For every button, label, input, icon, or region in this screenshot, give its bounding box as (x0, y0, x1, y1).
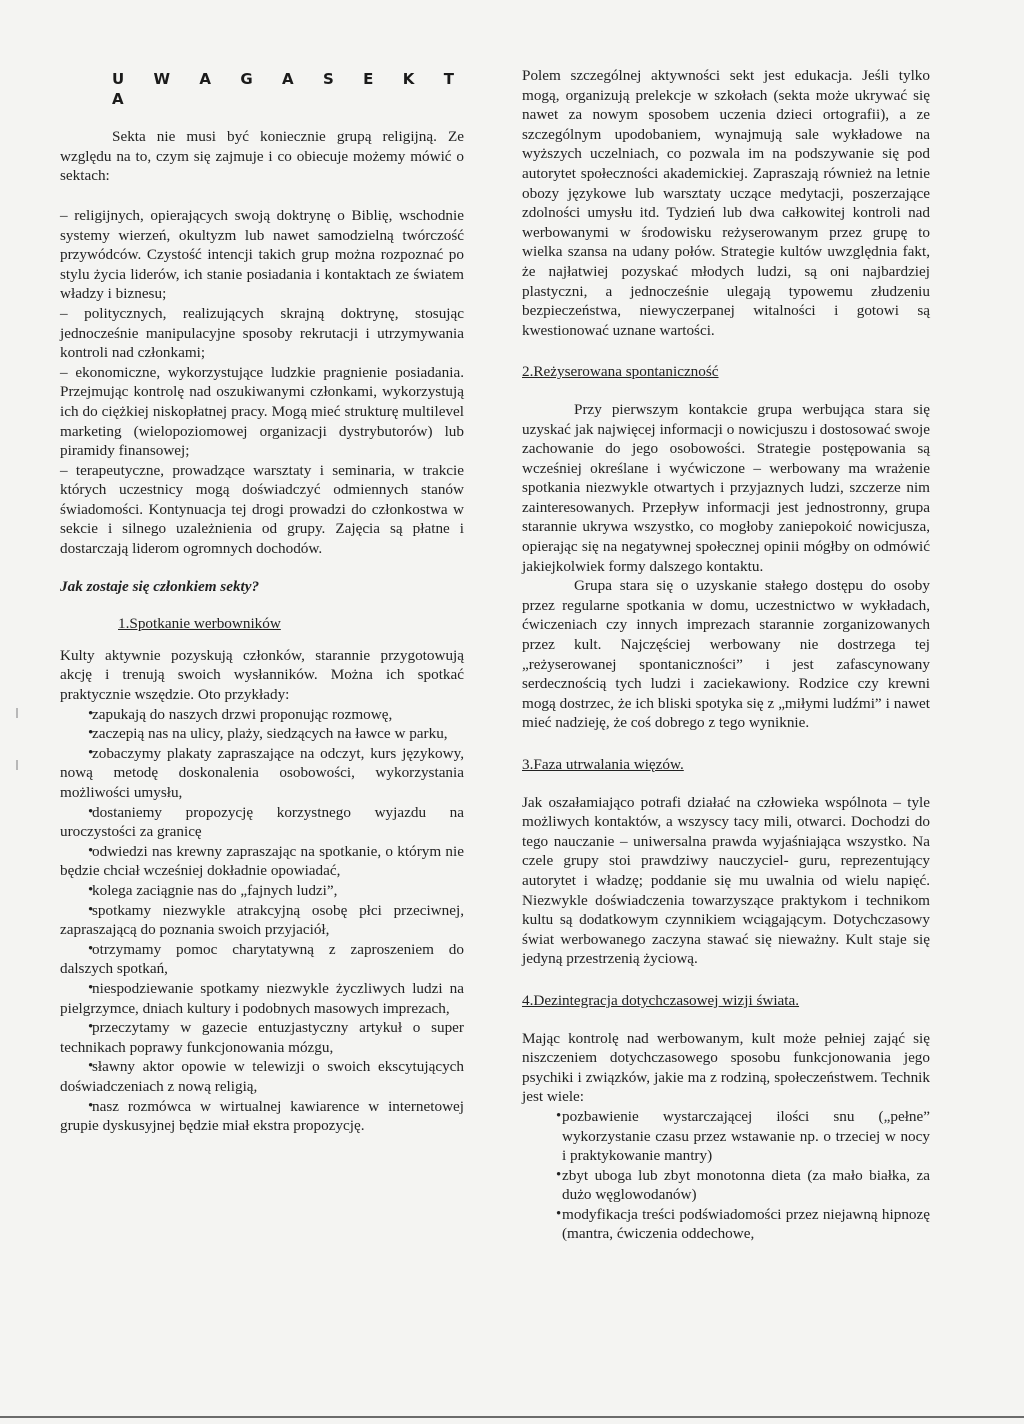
list-item: • pozbawienie wystarczającej ilości snu („pełne” wykorzystanie czasu przez wstawanie np. o trzeciej w nocy i praktykowanie mantry) (522, 1107, 930, 1166)
section-3-heading: 3.Faza utrwalania więzów. (522, 756, 684, 773)
list-item: • zaczepią nas na ulicy, plaży, siedzących na ławce w parku, (60, 724, 464, 744)
section-4-heading: 4.Dezintegracja dotychczasowej wizji świata. (522, 991, 800, 1009)
list-item: • spotkamy niezwykle atrakcyjną osobę płci przeciwnej, zapraszającą do poznania swoich przyjaciół, (60, 901, 464, 940)
list-item: • nasz rozmówca w wirtualnej kawiarence w internetowej grupie dyskusyjnej będzie miał ekstra propozycję. (60, 1097, 464, 1136)
list-item: • dostaniemy propozycję korzystnego wyjazdu na uroczystości za granicę (60, 803, 464, 842)
list-item: • otrzymamy pomoc charytatywną z zaproszeniem do dalszych spotkań, (60, 940, 464, 979)
page-title: U W A G A S E K T A (112, 70, 464, 108)
list-item: • niespodziewanie spotkamy niezwykle życzliwych ludzi na pielgrzymce, dniach kultury i podobnych masowych imprezach, (60, 979, 464, 1018)
question-heading: Jak zostaje się członkiem sekty? (60, 577, 260, 595)
section-1-heading: 1.Spotkanie werbowników (118, 615, 281, 633)
sect-type-therapeutic: – terapeutyczne, prowadzące warsztaty i seminaria, w trakcie których uczestnicy mogą doświadczyć odmiennych stanów świadomości. Kontynuacja tej drogi prowadzi do członkostwa w sekcie i silnego uzależnienia od grupy. Zajęcia są płatne i dostarczają liderom ogromnych dochodów. (60, 461, 464, 558)
list-item: • sławny aktor opowie w telewizji o swoich ekscytujących doświadczeniach z nową religią, (60, 1057, 464, 1096)
list-item: • zobaczymy plakaty zapraszające na odczyt, kurs językowy, nową metodę doskonalenia osobowości, wykorzystania możliwości umysłu, (60, 744, 464, 803)
intro-paragraph: Sekta nie musi być koniecznie grupą religijną. Ze względu na to, czym się zajmuje i co obiecuje możemy mówić o sektach: (60, 128, 464, 185)
list-item: • przeczytamy w gazecie entuzjastyczny artykuł o super technikach poprawy funkcjonowania mózgu, (60, 1018, 464, 1057)
education-paragraph: Polem szczególnej aktywności sekt jest edukacja. Jeśli tylko mogą, organizują prelekcje w szkołach (sekta może ukrywać się nawet za nowym sposobem uczenia dzieci ortografii), a ze szczególnym upodobaniem, wynajmują sale wykładowe na wyższych uczelniach, co pozwala im na podszywanie się pod autorytet społeczności akademickiej. Zapraszają również na letnie obozy językowe lub warsztaty uczące medytacji, poszerzające zdolności umysłu itd. Tydzień lub dwa całkowitej kontroli nad werbowanymi w środowisku reżyserowanym przez grupę to wielka szansa na udany połów. Strategie kultów uwzględnia fakt, że najłatwiej pozyskać młodych ludzi, są oni najbardziej plastyczni, a jednocześnie ulegają typowemu złudzeniu bezpieczeństwa, niewyczerpanej witalności i gotowi są kwestionować uznane wartości. (522, 67, 930, 339)
sect-type-political: – politycznych, realizujących skrajną doktrynę, stosując jednocześnie manipulacyjne sposoby rekrutacji i utrzymywania kontroli nad członkami; (60, 304, 464, 362)
left-column (60, 66, 464, 1136)
section-4-intro: Mając kontrolę nad werbowanym, kult może pełniej zająć się niszczeniem dotychczasowego sposobu funkcjonowania jego psychiki i związków, jakie ma z rodziną, społeczeństwem. Technik jest wiele: (522, 1029, 930, 1106)
section-2-paragraph-1: Przy pierwszym kontakcie grupa werbująca stara się uzyskać jak najwięcej informacji o nowicjuszu i dostosować swoje zachowanie do jego osobowości. Strategie postępowania są wcześniej określane i wyćwiczone – werbowany ma wrażenie spotkania niezwykle otwartych i przyjaznych ludzi, szczerze nim zainteresowanych. Przepływ informacji jest jednostronny, grupa starannie ukrywa wszystko, co mogłoby zaniepokoić nowicjusza, opierając się na negatywnej społecznej opinii mógłby on odmówić jakiejkolwiek formy dalszego kontaktu. (522, 400, 930, 575)
section-3-paragraph: Jak oszałamiająco potrafi działać na człowieka wspólnota – tyle możliwych kontaktów, a wszyscy tacy mili, otwarci. Dochodzi do tego nauczanie – uniwersalna prawda wyjaśniająca wszystko. Na czele grupy stoi prawdziwy nauczyciel- guru, reprezentujący autorytet i władzę; poddanie się mu uwalnia od wielu napięć. Niezwykle doświadczenia towarzyszące praktykom i technikom kultu są dodatkowym czynnikiem wciągającym. Dotychczasowy świat werbowanego zaczyna stawać się nieważny. Kult staje się jedyną przestrzenią życiową. (522, 793, 930, 968)
list-item: • zapukają do naszych drzwi proponując rozmowę, (60, 705, 464, 725)
list-item: • kolega zaciągnie nas do „fajnych ludzi”, (60, 881, 464, 901)
list-item: • odwiedzi nas krewny zapraszając na spotkanie, o którym nie będzie chciał wcześniej dokładnie opowiadać, (60, 842, 464, 881)
scan-mark (16, 708, 18, 718)
sect-types-list (60, 206, 464, 559)
section-1-intro: Kulty aktywnie pozyskują członków, starannie przygotowują akcję i trenują swoich wysłanników. Można ich spotkać praktycznie wszędzie. Oto przykłady: (60, 646, 464, 704)
scan-mark (16, 760, 18, 770)
techniques-list (522, 1107, 930, 1244)
page-bottom-edge (0, 1416, 1024, 1418)
list-item: • modyfikacja treści podświadomości przez niejawną hipnozę (mantra, ćwiczenia oddechowe, (522, 1205, 930, 1244)
list-item: • zbyt uboga lub zbyt monotonna dieta (za mało białka, za dużo węglowodanów) (522, 1166, 930, 1205)
sect-type-religious: – religijnych, opierających swoją doktrynę o Biblię, wschodnie systemy wierzeń, okultyzm lub nawet samodzielną twórczość przywódców. Czystość intencji takich grup można rozpoznać po stylu życia liderów, ich stanie posiadania i kontaktach ze światem władzy i biznesu; (60, 206, 464, 303)
section-2-heading: 2.Reżyserowana spontaniczność (522, 363, 719, 381)
examples-list (60, 705, 464, 1136)
section-2-paragraph-2: Grupa stara się o uzyskanie stałego dostępu do osoby przez regularne spotkania w domu, uczestnictwo w wykładach, ćwiczeniach czy innych imprezach starannie zorganizowanych przez kult. Najczęściej werbowany nie dostrzega tej „reżyserowanej spontaniczności” i jest zafascynowany serdecznością tych ludzi i zaciekawiony. Rodzice czy krewni mogą dostrzec, że ich bliski spotyka się z „miłymi ludźmi” i nawet mieć nadzieję, że coś dobrego z tego wyniknie. (522, 577, 930, 732)
right-column (522, 66, 930, 1244)
sect-type-economic: – ekonomiczne, wykorzystujące ludzkie pragnienie posiadania. Przejmując kontrolę nad oszukiwanymi członkami, wykorzystują ich do ciężkiej niskopłatnej pracy. Mogą mieć strukturę multilevel marketing (wielopoziomowej organizacji dystrybutorów) lub piramidy finansowej; (60, 363, 464, 460)
